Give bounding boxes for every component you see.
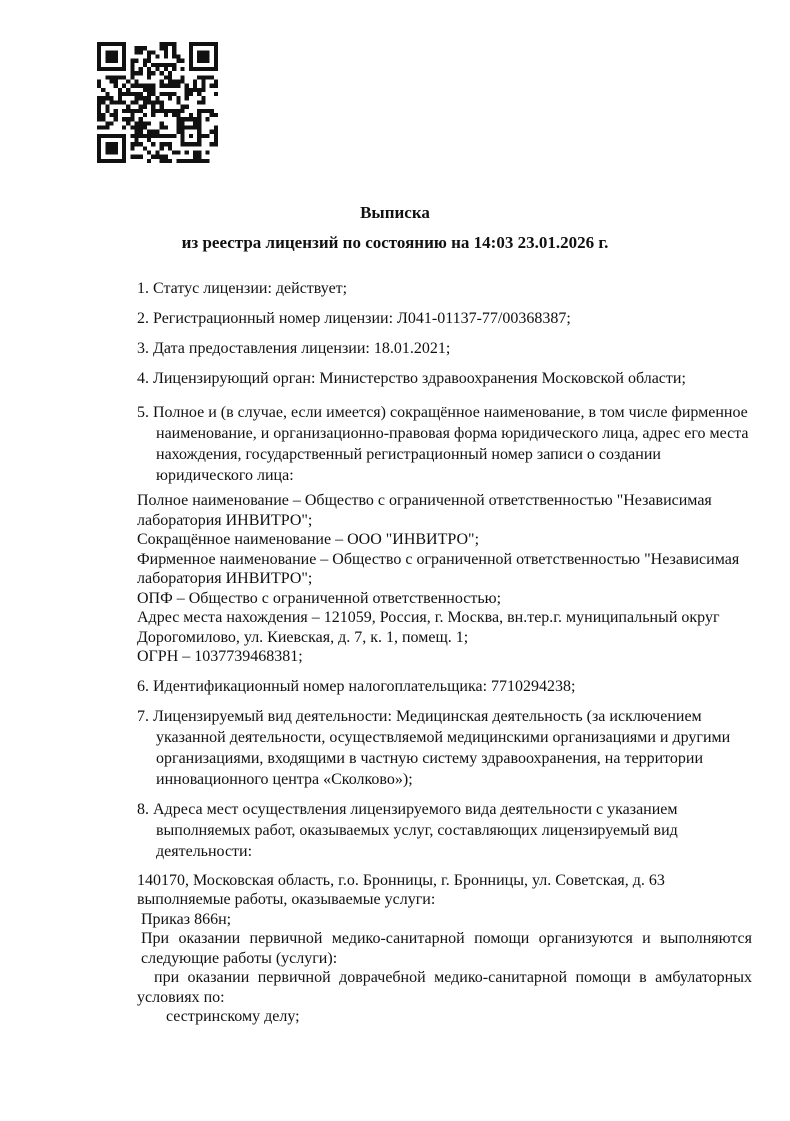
text-line: следующие работы (услуги):: [141, 949, 338, 967]
paragraph-item-3: [137, 338, 772, 359]
paragraph-item-6: [137, 676, 772, 697]
text-line: лаборатория ИНВИТРО";: [137, 511, 313, 529]
paragraph-works-list: [137, 871, 772, 1027]
text-line: деятельности:: [156, 842, 253, 860]
text-line: выполняемых работ, оказываемых услуг, составляющих лицензируемый вид: [156, 821, 678, 839]
text-line: 5. Полное и (в случае, если имеется) сокращённое наименование, в том числе фирменное: [137, 404, 748, 421]
paragraph-org-info: [137, 491, 772, 667]
page-subtitle: из реестра лицензий по состоянию на 14:03 23.01.2026 г.: [181, 233, 609, 252]
text-line: 6. Идентификационный номер налогоплательщика: 7710294238;: [137, 677, 576, 695]
text-line: организациями, входящими в частную систему здравоохранения, на территории: [156, 749, 704, 767]
text-line: указанной деятельности, осуществляемой медицинскими организациями и другими: [156, 728, 731, 746]
paragraph-item-7: [137, 706, 772, 790]
text-line: Адрес места нахождения – 121059, Россия, г. Москва, вн.тер.г. муниципальный округ: [137, 609, 720, 626]
text-line: при оказании первичной доврачебной медико-санитарной помощи в амбулаторных: [154, 969, 752, 986]
text-line: 3. Дата предоставления лицензии: 18.01.2021;: [137, 340, 451, 357]
paragraph-item-4: [137, 368, 772, 389]
text-line: Сокращённое наименование – ООО "ИНВИТРО";: [137, 531, 480, 548]
text-line: Полное наименование – Общество с ограниченной ответственностью "Независимая: [137, 492, 712, 509]
text-line: При оказании первичной медико-санитарной помощи организуются и выполняются: [141, 930, 752, 947]
text-line: 140170, Московская область, г.о. Бронницы, г. Бронницы, ул. Советская, д. 63: [137, 871, 665, 889]
text-line: Приказ 866н;: [141, 910, 232, 928]
paragraph-item-5: [137, 402, 772, 486]
text-line: 8. Адреса мест осуществления лицензируемого вида деятельности с указанием: [137, 800, 678, 818]
text-line: нахождения, государственный регистрационный номер записи о создании: [156, 446, 661, 463]
text-line: ОПФ – Общество с ограниченной ответственностью;: [137, 589, 502, 607]
paragraph-item-1: [137, 278, 772, 299]
text-line: юридического лица:: [156, 467, 294, 484]
text-line: Дорогомилово, ул. Киевская, д. 7, к. 1, помещ. 1;: [137, 628, 469, 646]
text-line: 1. Статус лицензии: действует;: [137, 280, 348, 297]
paragraph-item-8: [137, 799, 772, 862]
text-line: 2. Регистрационный номер лицензии: Л041-01137-77/00368387;: [137, 310, 571, 327]
text-line: ОГРН – 1037739468381;: [137, 648, 303, 665]
qr-code-icon: [95, 42, 220, 163]
text-line: условиях по:: [137, 988, 225, 1006]
text-line: лаборатория ИНВИТРО";: [137, 570, 313, 587]
page-title: Выписка: [360, 203, 430, 222]
text-line: 4. Лицензирующий орган: Министерство здравоохранения Московской области;: [137, 370, 686, 387]
text-line: 7. Лицензируемый вид деятельности: Медицинская деятельность (за исключением: [137, 707, 702, 725]
text-line: сестринскому делу;: [166, 1008, 300, 1025]
text-line: Фирменное наименование – Общество с ограниченной ответственностью "Независимая: [137, 550, 740, 568]
text-line: наименование, и организационно-правовая форма юридического лица, адрес его места: [156, 425, 749, 442]
paragraph-item-2: [137, 308, 772, 329]
text-line: выполняемые работы, оказываемые услуги:: [137, 891, 436, 908]
document-body: [0, 278, 790, 1027]
text-line: инновационного центра «Сколково»);: [156, 770, 413, 788]
